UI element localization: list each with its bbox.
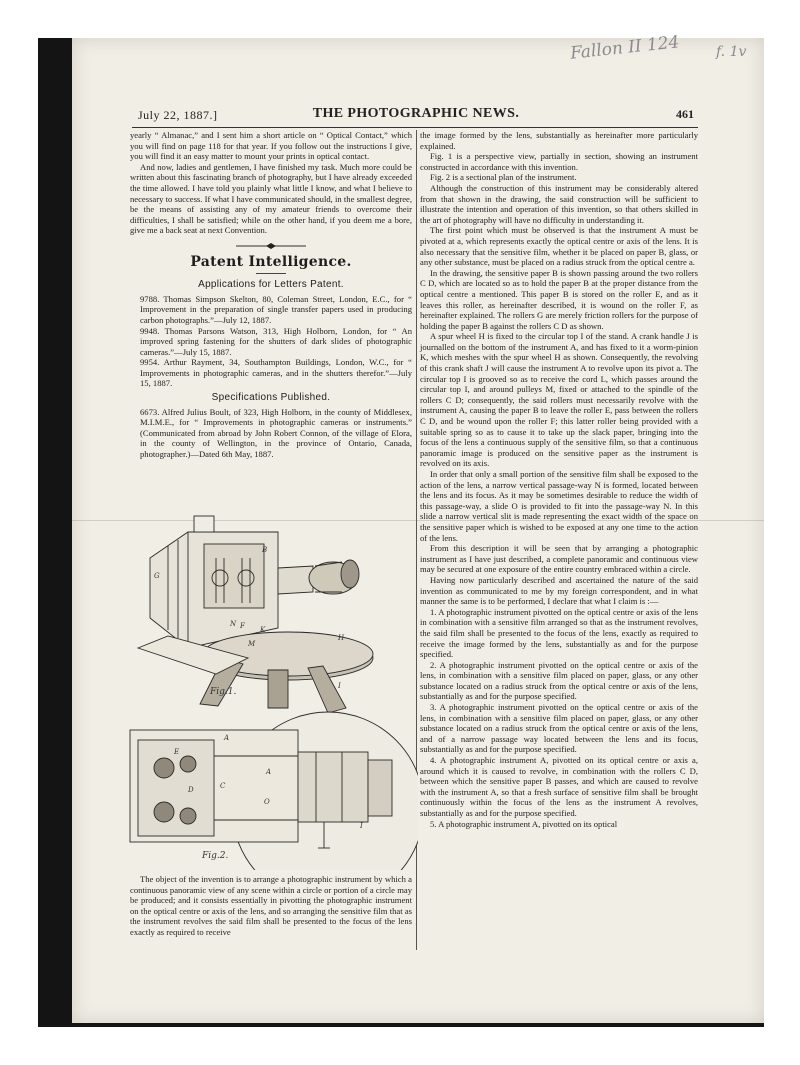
- patent-drawing: [128, 508, 418, 870]
- svg-text:I: I: [338, 682, 341, 690]
- claim: 4. A photographic instrument A, pivotted on its optical centre or axis a, around which it is caused to revolve, in combination with the rollers C D, between which the sensitive paper B passes, and which are caused to revolve with the instrument A, so that a fresh surface of sensitive film shall be brought continuously within the focus of the lens as the instrument A revolves, substantially as and for the purpose specified.: [420, 755, 698, 818]
- svg-text:K: K: [260, 626, 266, 634]
- paragraph: The first point which must be observed is that the instrument A must be pivoted at a, which represents exactly the optical centre or axis of the lens. It is also necessary that the sensitive film, whether it be placed on paper B, glass, or any other substance, must be placed on a radius struck from the optical centre a.: [420, 225, 698, 268]
- header-rule: [132, 127, 698, 128]
- margin-note-pencil: Fallon II 124: [569, 32, 681, 64]
- svg-text:H: H: [338, 634, 345, 642]
- header-date: July 22, 1887.]: [138, 108, 218, 122]
- patent-entry: 9788. Thomas Simpson Skelton, 80, Coleman Street, London, E.C., for “ Improvement in the preparation of single transfer papers used in producing carbon photographs.”—July 12, 1887.: [140, 293, 412, 325]
- patent-entry: 9948. Thomas Parsons Watson, 313, High Holborn, London, for “ An improved spring fastening for the shutters of dark slides of photographic cameras.”—July 15, 1887.: [140, 325, 412, 357]
- paragraph: In order that only a small portion of the sensitive film shall be exposed to the action of the lens, a narrow vertical passage-way N is formed, located between the lens and its focus. As it may be sometimes desirable to reduce the width of this passage-way, a slide O is provided to fit into the passage-way N. In this slide a narrow vertical slit is made representing the exact width of the space on the sensitive paper which is wished to be exposed at any one time to the action of the lens.: [420, 469, 698, 543]
- paragraph: Fig. 1 is a perspective view, partially in section, showing an instrument constructed in accordance with this invention.: [420, 151, 698, 172]
- paragraph: And now, ladies and gentlemen, I have finished my task. Much more could be written about this fascinating branch of photography, but I have already exceeded the time allowed. I have told you plainly what little I know, and what I believe to necessary to success. If what I have communicated should, in the smallest degree, be the means of assisting any of my amateur friends to overcome their difficulties, I shall be satisfied; while on the other hand, if you deem me a bore, give me a back seat at next Convention.: [130, 161, 412, 236]
- title-rule: [256, 273, 286, 274]
- right-column: [420, 130, 698, 829]
- svg-text:A: A: [266, 768, 272, 776]
- svg-text:O: O: [264, 798, 270, 806]
- paragraph: Fig. 2 is a sectional plan of the instrument.: [430, 172, 577, 183]
- figure-caption: Fig.2.: [202, 851, 229, 861]
- svg-text:C: C: [220, 782, 226, 790]
- margin-note-folio: f. 1v: [716, 44, 747, 60]
- svg-text:F: F: [240, 622, 245, 630]
- svg-text:E: E: [174, 748, 180, 756]
- claim: 2. A photographic instrument pivotted on the optical centre or axis of the lens, in combination with a sensitive film placed on paper, glass, or any other substance located on a radius struck from the optical centre or axis of the lens, substantially as and for the purpose specified.: [420, 659, 698, 702]
- subsection-heading: Specifications Published.: [211, 392, 331, 404]
- paragraph: A spur wheel H is fixed to the circular top I of the stand. A crank handle J is journalled on the bottom of the instrument A, and has fixed to it a worm-pinion K, which meshes with the spur wheel H as shown. Consequently, the revolving of this crank shaft J will cause the instrument A to revolve upon its pivot a. The circular top I is grooved so as to receive the cord L, which passes around the circular top I, and around pulleys M, fixed or attached to the spindle of the rollers C D; consequently, the said rollers must necessarily revolve with the instrument A, causing the paper B to leave the roller E, pass between the rollers C D, and be wound upon the roller F; this latter roller being provided with a suitable spring so as to cause it to take up the slack paper, bringing into the focus of the lens a continuous supply of the sensitive film, so that a continuous panoramic image is produced on the sensitive paper as the instrument is revolved on its axis.: [420, 331, 698, 469]
- patent-entry: 9954. Arthur Rayment, 34, Southampton Buildings, London, W.C., for “ Improvements in photographic cameras, and in the shutters therefor.”—July 15, 1887.: [140, 357, 412, 389]
- header-title: THE PHOTOGRAPHIC NEWS.: [312, 106, 520, 121]
- left-column-top: [130, 130, 412, 460]
- paragraph: The object of the invention is to arrange a photographic instrument by which a continuous panoramic view of any scene within a circle or portion of a circle may be produced; and it consists essentially in pivotting the photographic instrument on the optical centre or axis of the lens, and so arranging the sensitive film that as the instrument revolves the said film shall be presented to the focus of the lens exactly as required to receive: [130, 874, 412, 937]
- header-page-number: 461: [676, 107, 694, 121]
- patent-entry: 6673. Alfred Julius Boult, of 323, High Holborn, in the county of Middlesex, M.I.M.E., for “ Improvements in photographic cameras or instruments.” (Communicated from abroad by John Robert Connon, of the village of Elora, in the county of Wellington, in the province of Ontario, Canada, photographer.)—Dated 6th May, 1887.: [140, 406, 412, 460]
- ornament-divider: [130, 242, 412, 253]
- svg-text:D: D: [188, 786, 194, 794]
- paragraph: Having now particularly described and ascertained the nature of the said invention as communicated to me by my foreign correspondent, and in what manner the same is to be performed, I declare that what I claim is :—: [420, 574, 698, 607]
- paragraph: Although the construction of this instrument may be considerably altered from that shown in the drawing, the said construction will be sufficient to illustrate the intention and operation of this invention, so that others skilled in the art of photography will have no difficulty in understanding it.: [420, 182, 698, 225]
- svg-text:B: B: [262, 546, 268, 554]
- svg-text:G: G: [154, 572, 160, 580]
- svg-text:M: M: [248, 640, 256, 648]
- section-title: Patent Intelligence.: [190, 253, 352, 270]
- page-header: [138, 106, 694, 126]
- paragraph: the image formed by the lens, substantially as hereinafter more particularly explained.: [420, 130, 698, 151]
- claim: 1. A photographic instrument pivotted on the optical centre or axis of the lens in combination with a sensitive film arranged so that as the instrument revolves, the said film shall be presented to the focus of the lens, exactly as required to receive the image formed by the lens, substantially as and for the purpose specified.: [420, 606, 698, 660]
- paragraph: yearly “ Almanac,” and I sent him a short article on “ Optical Contact,” which you will find on page 118 for that year. If you follow out the instructions I give, you will find it an easy matter to mount your prints in optical contact.: [130, 130, 412, 162]
- claim: 5. A photographic instrument A, pivotted on its optical: [430, 818, 618, 829]
- svg-text:N: N: [230, 620, 237, 628]
- svg-text:A: A: [224, 734, 230, 742]
- paragraph: From this description it will be seen that by arranging a photographic instrument as I have just described, a complete panoramic and continuous view may be secured at one exposure of the entire country embraced within a circle.: [420, 543, 698, 575]
- paragraph: In the drawing, the sensitive paper B is shown passing around the two rollers C D, which are located so as to hold the paper B at the proper distance from the optical centre a mentioned. This paper B is stored on the roller E, and as it leaves this roller, as hereinafter described, it is wound on the roller F, as hereinafter explained. The rollers G are merely friction rollers for the purpose of holding the paper B against the rollers C D as shown.: [420, 267, 698, 331]
- svg-text:I: I: [360, 822, 363, 830]
- claim: 3. A photographic instrument pivotted on the optical centre or axis of the lens, in combination with a sensitive film placed on paper, glass, or any other substance located on a radius struck from the optical centre or axis of the lens, and of a narrow passage way located between the lens and its focus, substantially as and for the purpose specified.: [420, 702, 698, 755]
- left-column-bottom: [130, 874, 412, 938]
- figure-caption: Fig.1.: [210, 687, 237, 697]
- subsection-heading: Applications for Letters Patent.: [198, 279, 344, 291]
